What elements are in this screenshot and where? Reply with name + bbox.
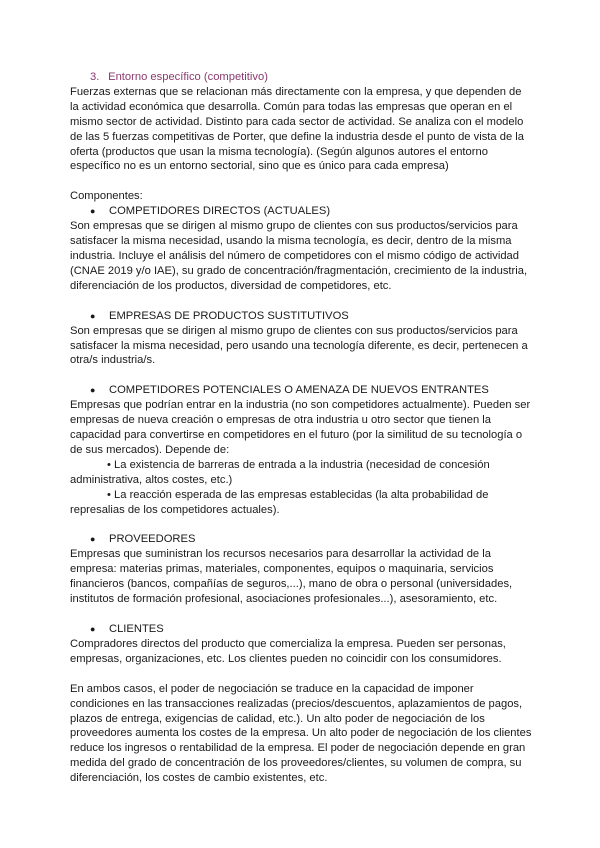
paragraph-competidores-directos: Son empresas que se dirigen al mismo grupo de clientes con sus productos/servicios para satisfacer la misma necesidad, usando la misma tecnología, es decir, dentro de la misma industria. Incluye el análisis del número de competidores con el mismo código de actividad (CNAE 2019 y/o IAE), su grado de concentración/fragmentación, crecimiento de la industria, diferenciación de los productos, diversidad de competidores, etc. <box>70 220 528 292</box>
bullet-competidores-directos <box>90 204 532 219</box>
sub-item-reaccion: • La reacción esperada de las empresas establecidas (la alta probabilidad de represalias de los competidores actuales). <box>70 488 489 516</box>
document-page <box>70 70 532 786</box>
sub-item-barreras: • La existencia de barreras de entrada a la industria (necesidad de concesión administrativa, altos costes, etc.) <box>70 458 490 486</box>
bullet-icon: ● <box>90 534 96 545</box>
bullet-icon: ● <box>90 624 96 634</box>
paragraph-proveedores: Empresas que suministran los recursos necesarios para desarrollar la actividad de la empresa: materias primas, materiales, componentes, equipos o maquinaria, servicios financieros (bancos, compañías de seguros,...), mano de obra o personal (universidades, institutos de formación profesional, asociaciones profesionales...), asesoramiento, etc. <box>70 548 513 606</box>
section-heading <box>90 70 532 85</box>
components-label: Componentes: <box>70 190 143 203</box>
paragraph-competidores-potenciales: Empresas que podrían entrar en la industria (no son competidores actualmente). Pueden ser empresas de nueva creación o empresas de otra industria u otro sector que tienen la capacidad para convertirse en competidores en el futuro (por la similitud de su tecnología o de sus mercados). Depende de: <box>70 399 531 456</box>
bullet-title: CLIENTES <box>109 623 164 635</box>
bullet-competidores-potenciales <box>90 383 532 398</box>
bullet-icon: ● <box>90 385 96 396</box>
bullet-title: EMPRESAS DE PRODUCTOS SUSTITUTIVOS <box>109 309 349 322</box>
closing-paragraph: En ambos casos, el poder de negociación se traduce en la capacidad de imponer condiciones en las transacciones realizadas (precios/descuentos, aplazamientos de pagos, plazos de entrega, exigencias de calidad, etc.). Un alto poder de negociación de los proveedores aumenta los costes de la empresa. Un alto poder de negociación de los clientes reduce los ingresos o rentabilidad de la empresa. El poder de negociación depende en gran medida del grado de concentración de los proveedores/clientes, su volumen de compra, su diferenciación, los costes de cambio existentes, etc. <box>70 682 532 785</box>
bullet-clientes <box>90 622 532 637</box>
bullet-proveedores <box>90 532 532 547</box>
intro-paragraph: Fuerzas externas que se relacionan más directamente con la empresa, y que dependen de la actividad económica que desarrolla. Común para todas las empresas que operan en el mismo sector de actividad. Distinto para cada sector de actividad. Se analiza con el modelo de las 5 fuerzas competitivas de Porter, que define la industria desde el punto de vista de la oferta (productos que usan la misma tecnología). (Según algunos autores el entorno específico no es un entorno sectorial, sino que es único para cada empresa) <box>70 85 524 173</box>
bullet-title: COMPETIDORES DIRECTOS (ACTUALES) <box>109 205 331 218</box>
paragraph-productos-sustitutivos: Son empresas que se dirigen al mismo grupo de clientes con sus productos/servicios para satisfacer la misma necesidad, pero usando una tecnología diferente, es decir, pertenecen a otra/s industria/s. <box>70 324 528 367</box>
bullet-icon: ● <box>90 206 96 217</box>
bullet-title: COMPETIDORES POTENCIALES O AMENAZA DE NUEVOS ENTRANTES <box>109 384 489 397</box>
bullet-icon: ● <box>90 310 96 321</box>
bullet-title: PROVEEDORES <box>109 533 196 546</box>
section-number: 3. <box>90 71 100 83</box>
paragraph-clientes: Compradores directos del producto que comercializa la empresa. Pueden ser personas, empresas, organizaciones, etc. Los clientes pueden no coincidir con los consumidores. <box>70 637 506 665</box>
section-title: Entorno específico (competitivo) <box>108 71 268 83</box>
bullet-productos-sustitutivos <box>90 309 532 324</box>
